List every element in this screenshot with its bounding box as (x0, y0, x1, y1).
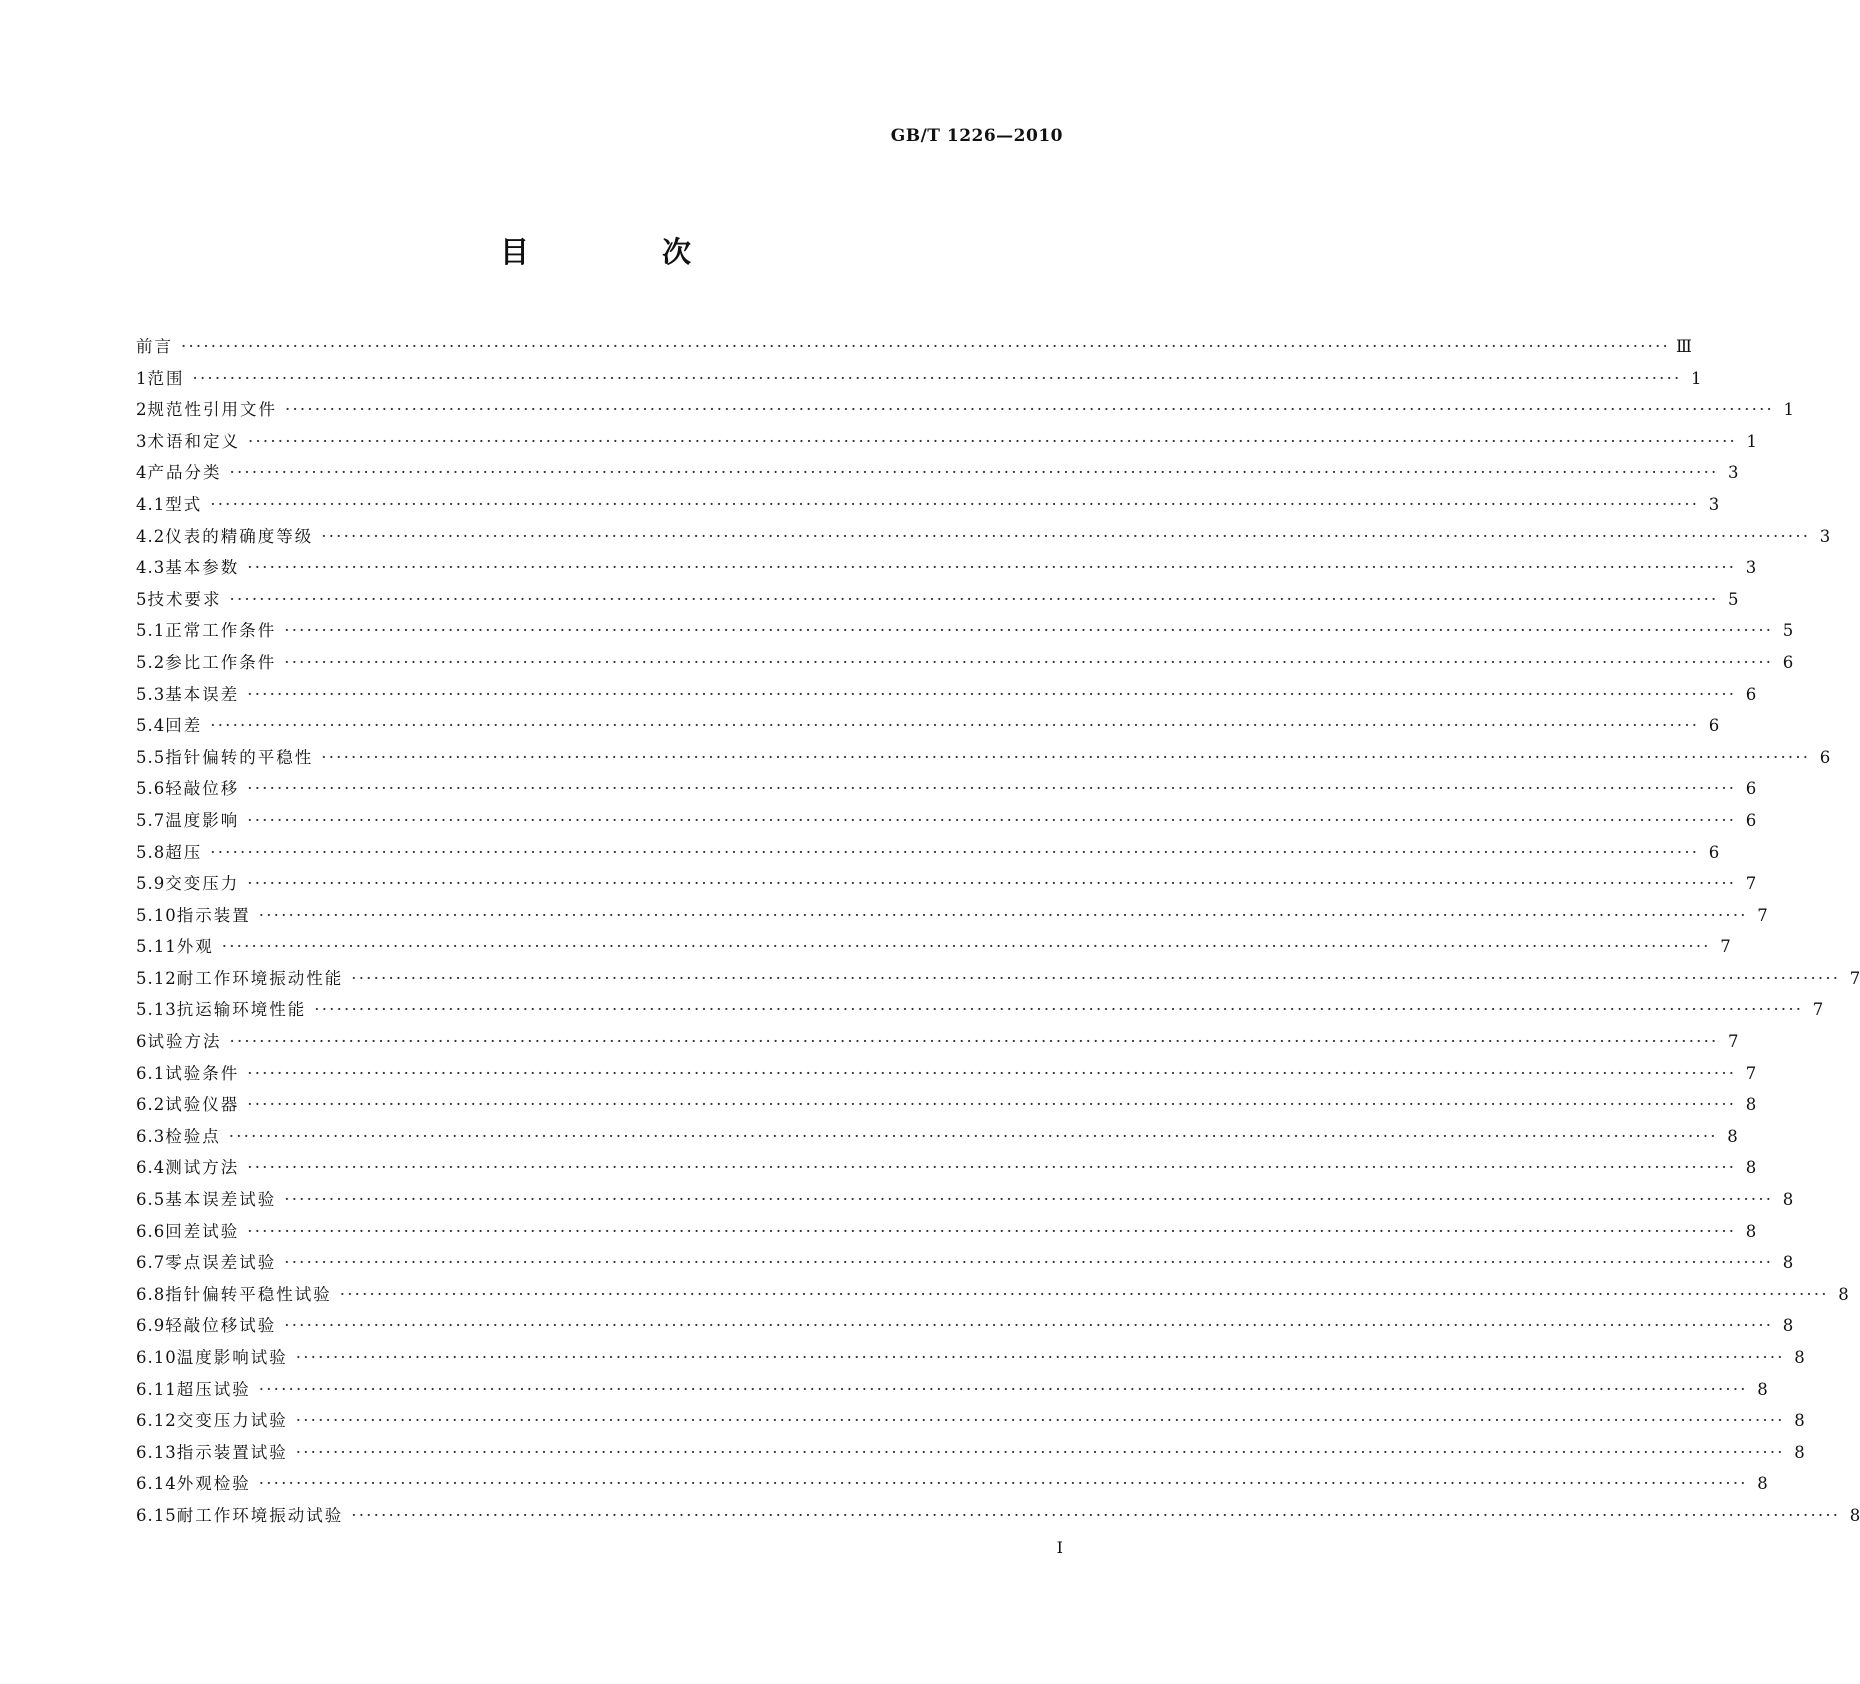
toc-entry[interactable] (136, 1186, 1794, 1218)
toc-entry[interactable] (136, 902, 1768, 934)
toc-entry-label: 交变压力 (165, 874, 240, 894)
toc-entry[interactable] (136, 1344, 1805, 1376)
toc-entry-number: 6.6 (136, 1221, 166, 1241)
toc-entry-label: 基本误差试验 (165, 1190, 277, 1210)
toc-entry-page: 8 (1745, 1221, 1757, 1241)
toc-entry[interactable] (136, 1060, 1757, 1092)
toc-entry[interactable] (136, 1028, 1739, 1060)
toc-entry[interactable] (136, 870, 1757, 902)
toc-entry-number: 6.15 (136, 1505, 177, 1525)
toc-entry[interactable] (136, 744, 1831, 776)
toc-dot-leader: ········································································································································································································ (247, 874, 1737, 894)
toc-entry-number: 5.11 (136, 937, 177, 957)
toc-entry-page: 8 (1782, 1316, 1794, 1336)
toc-entry[interactable] (136, 491, 1720, 523)
toc-dot-leader: ········································································································································································································ (284, 1316, 1774, 1336)
toc-entry[interactable] (136, 1312, 1794, 1344)
toc-entry-label: 外观检验 (176, 1474, 251, 1494)
toc-entry-page: 8 (1794, 1348, 1805, 1367)
toc-entry-label: 抗运输环境性能 (176, 1000, 307, 1020)
toc-entry-page: 8 (1757, 1379, 1768, 1399)
toc-entry-label: 试验仪器 (165, 1095, 240, 1115)
toc-dot-leader: ········································································································································································································ (258, 905, 1748, 925)
toc-dot-leader: ········································································································································································································ (247, 1158, 1737, 1178)
toc-entry-number: 5.5 (136, 747, 166, 767)
toc-entry-page: 6 (1819, 747, 1831, 767)
toc-entry[interactable] (136, 396, 1794, 428)
toc-dot-leader: ········································································································································································································ (284, 1253, 1774, 1273)
toc-entry-number: 4 (136, 463, 148, 483)
toc-entry-label: 温度影响试验 (176, 1348, 288, 1367)
toc-entry[interactable] (136, 523, 1831, 555)
toc-entry-number: 5.13 (136, 1000, 177, 1020)
toc-entry[interactable] (136, 712, 1720, 744)
toc-entry-label: 交变压力试验 (176, 1411, 288, 1431)
toc-entry-number: 6.5 (136, 1190, 166, 1210)
toc-entry-label: 基本参数 (165, 558, 240, 578)
toc-dot-leader: ········································································································································································································ (247, 1221, 1737, 1241)
toc-entry[interactable] (136, 1123, 1738, 1155)
toc-dot-leader: ········································································································································································································ (284, 621, 1774, 641)
toc-title: 目 次 (499, 235, 743, 269)
toc-entry-label: 轻敲位移试验 (165, 1316, 277, 1336)
toc-entry-number: 4.3 (136, 558, 166, 578)
toc-dot-leader: ········································································································································································································ (210, 842, 1700, 862)
toc-entry-page: 3 (1745, 558, 1757, 578)
toc-entry-label: 回差 (165, 716, 203, 736)
toc-entry[interactable] (136, 459, 1739, 491)
toc-entry-label: 技术要求 (147, 589, 222, 609)
toc-entry-page: 6 (1708, 716, 1720, 736)
toc-entry-page: 1 (1690, 368, 1702, 388)
toc-entry[interactable] (136, 1218, 1757, 1250)
toc-entry[interactable] (136, 775, 1757, 807)
toc-entry[interactable] (136, 681, 1757, 713)
toc-entry[interactable] (136, 965, 1860, 997)
toc-entry-number: 1 (136, 368, 148, 388)
toc-entry-label: 检验点 (165, 1126, 221, 1146)
toc-entry-page: 7 (1745, 874, 1757, 894)
toc-entry-label: 耐工作环境振动性能 (176, 968, 344, 988)
toc-entry-number: 6.4 (136, 1158, 166, 1178)
toc-entry-page: 7 (1849, 968, 1860, 988)
toc-dot-leader: ········································································································································································································ (351, 1505, 1841, 1525)
toc-entry-label: 指示装置试验 (176, 1442, 288, 1462)
toc-entry[interactable] (136, 428, 1757, 460)
toc-entry-number: 6.14 (136, 1474, 177, 1494)
toc-dot-leader: ········································································································································································································ (247, 684, 1737, 704)
toc-entry-page: 1 (1783, 400, 1794, 420)
toc-dot-leader: ········································································································································································································ (210, 494, 1700, 514)
toc-entry-number: 6.10 (136, 1348, 177, 1367)
toc-entry-number: 5.6 (136, 779, 166, 799)
toc-dot-leader: ········································································································································································································ (247, 1063, 1737, 1083)
toc-entry-number: 4.2 (136, 526, 166, 546)
toc-entry-page: 3 (1708, 494, 1720, 514)
toc-entry[interactable] (136, 1439, 1805, 1471)
toc-dot-leader: ········································································································································································································ (247, 779, 1737, 799)
toc-entry-number: 4.1 (136, 494, 166, 514)
toc-entry-page: 8 (1782, 1253, 1794, 1273)
toc-entry-label: 规范性引用文件 (147, 400, 277, 420)
toc-entry-label: 轻敲位移 (165, 779, 240, 799)
toc-entry[interactable] (136, 333, 1692, 365)
toc-entry-number: 2 (136, 400, 148, 420)
toc-entry-page: 8 (1745, 1158, 1757, 1178)
toc-entry[interactable] (136, 1154, 1757, 1186)
toc-entry-label: 外观 (176, 937, 214, 957)
toc-entry-label: 回差试验 (165, 1221, 240, 1241)
page-number: I (1056, 1538, 1063, 1557)
toc-dot-leader: ········································································································································································································ (339, 1284, 1829, 1304)
toc-entry-page: 6 (1708, 842, 1720, 862)
toc-dot-leader: ········································································································································································································ (210, 716, 1700, 736)
toc-entry-number: 5.3 (136, 684, 166, 704)
toc-entry-number: 6.11 (136, 1379, 177, 1399)
toc-dot-leader: ········································································································································································································ (351, 968, 1841, 988)
toc-entry-label: 测试方法 (165, 1158, 240, 1178)
toc-entry-label: 范围 (147, 368, 185, 388)
toc-entry-number: 6.1 (136, 1063, 166, 1083)
toc-entry-label: 产品分类 (147, 463, 222, 483)
toc-entry[interactable] (136, 649, 1794, 681)
toc-dot-leader: ········································································································································································································ (321, 526, 1811, 546)
toc-entry-number: 5.9 (136, 874, 166, 894)
toc-entry[interactable] (136, 1376, 1768, 1408)
toc-dot-leader: ········································································································································································································ (221, 937, 1711, 957)
toc-entry-page: 8 (1727, 1126, 1738, 1146)
table-of-contents (136, 333, 1860, 1534)
toc-dot-leader: ········································································································································································································ (284, 1190, 1774, 1210)
toc-entry[interactable] (136, 365, 1702, 397)
toc-entry-number: 6.13 (136, 1442, 177, 1462)
toc-entry-label: 参比工作条件 (165, 652, 277, 672)
toc-entry-page: 1 (1746, 431, 1757, 451)
toc-entry-label: 超压试验 (176, 1379, 251, 1399)
toc-entry-page: 7 (1720, 937, 1731, 957)
toc-entry-page: 3 (1819, 526, 1831, 546)
toc-entry[interactable] (136, 933, 1731, 965)
toc-entry-page: 6 (1782, 652, 1794, 672)
toc-dot-leader: ········································································································································································································ (181, 337, 1670, 356)
toc-entry-number: 5.1 (136, 621, 166, 641)
toc-dot-leader: ········································································································································································································ (321, 747, 1811, 767)
toc-entry-number: 5 (136, 589, 148, 609)
toc-entry-number: 5.7 (136, 810, 166, 830)
toc-entry-page: 8 (1745, 1095, 1757, 1115)
toc-entry-number: 5.10 (136, 905, 177, 925)
toc-entry-number: 6.12 (136, 1411, 177, 1431)
toc-entry-page: 6 (1745, 810, 1757, 830)
toc-entry-label: 基本误差 (165, 684, 240, 704)
toc-dot-leader: ········································································································································································································ (285, 400, 1774, 420)
toc-entry[interactable] (136, 807, 1757, 839)
toc-entry-page: 8 (1794, 1442, 1805, 1462)
toc-entry-number: 5.8 (136, 842, 166, 862)
toc-entry-number: 5.12 (136, 968, 177, 988)
toc-entry-page: 8 (1838, 1284, 1849, 1304)
toc-dot-leader: ········································································································································································································ (258, 1474, 1748, 1494)
toc-entry-number: 5.4 (136, 716, 166, 736)
toc-entry-page: 8 (1849, 1505, 1860, 1525)
toc-entry-page: 5 (1727, 589, 1739, 609)
toc-entry-page: 7 (1727, 1032, 1739, 1052)
toc-entry[interactable] (136, 1470, 1768, 1502)
toc-dot-leader: ········································································································································································································ (248, 431, 1737, 451)
toc-entry-page: 8 (1757, 1474, 1768, 1494)
toc-entry-number: 5.2 (136, 652, 166, 672)
toc-entry-page: 8 (1782, 1190, 1794, 1210)
toc-entry-label: 耐工作环境振动试验 (176, 1505, 344, 1525)
toc-entry-page: 6 (1745, 779, 1757, 799)
toc-entry-number: 6.9 (136, 1316, 166, 1336)
toc-dot-leader: ········································································································································································································ (192, 368, 1682, 388)
toc-dot-leader: ········································································································································································································ (229, 589, 1719, 609)
toc-entry-label: 超压 (165, 842, 203, 862)
toc-entry-label: 前言 (136, 337, 173, 356)
toc-dot-leader: ········································································································································································································ (247, 1095, 1737, 1115)
toc-entry-number: 6.7 (136, 1253, 166, 1273)
toc-entry-number: 6.2 (136, 1095, 166, 1115)
toc-entry[interactable] (136, 1407, 1805, 1439)
toc-dot-leader: ········································································································································································································ (247, 558, 1737, 578)
toc-entry-number: 6.8 (136, 1284, 166, 1304)
toc-entry-label: 正常工作条件 (165, 621, 277, 641)
toc-dot-leader: ········································································································································································································ (284, 652, 1774, 672)
toc-entry-label: 试验条件 (165, 1063, 240, 1083)
toc-entry-page: 7 (1812, 1000, 1824, 1020)
toc-entry-label: 型式 (165, 494, 203, 514)
toc-entry[interactable] (136, 1091, 1757, 1123)
toc-entry-page: Ⅲ (1675, 337, 1692, 356)
toc-entry-number: 6.3 (136, 1126, 166, 1146)
toc-entry-page: 7 (1757, 905, 1768, 925)
standard-code: GB/T 1226—2010 (890, 126, 1063, 146)
toc-dot-leader: ········································································································································································································ (295, 1442, 1785, 1462)
toc-entry-label: 试验方法 (147, 1032, 222, 1052)
toc-dot-leader: ········································································································································································································ (295, 1348, 1785, 1367)
toc-entry-label: 温度影响 (165, 810, 240, 830)
toc-entry[interactable] (136, 554, 1757, 586)
toc-entry-label: 仪表的精确度等级 (165, 526, 314, 546)
toc-entry-label: 指示装置 (176, 905, 251, 925)
toc-dot-leader: ········································································································································································································ (229, 463, 1719, 483)
toc-dot-leader: ········································································································································································································ (247, 810, 1737, 830)
toc-dot-leader: ········································································································································································································ (229, 1032, 1719, 1052)
toc-entry[interactable] (136, 1249, 1794, 1281)
toc-entry-page: 5 (1782, 621, 1794, 641)
toc-entry-page: 8 (1794, 1411, 1805, 1431)
toc-dot-leader: ········································································································································································································ (258, 1379, 1748, 1399)
toc-entry-label: 指针偏转的平稳性 (165, 747, 314, 767)
toc-entry-page: 3 (1727, 463, 1739, 483)
toc-dot-leader: ········································································································································································································ (295, 1411, 1785, 1431)
toc-entry[interactable] (136, 1281, 1849, 1313)
toc-dot-leader: ········································································································································································································ (228, 1126, 1718, 1146)
toc-dot-leader: ········································································································································································································ (314, 1000, 1804, 1020)
toc-entry-page: 7 (1745, 1063, 1757, 1083)
toc-entry-label: 零点误差试验 (165, 1253, 277, 1273)
toc-entry[interactable] (136, 586, 1739, 618)
toc-entry[interactable] (136, 839, 1720, 871)
toc-entry-number: 6 (136, 1032, 148, 1052)
toc-entry[interactable] (136, 1502, 1860, 1534)
toc-entry[interactable] (136, 617, 1794, 649)
toc-entry-number: 3 (136, 431, 148, 451)
toc-entry[interactable] (136, 996, 1824, 1028)
toc-entry-label: 指针偏转平稳性试验 (165, 1284, 332, 1304)
toc-entry-page: 6 (1745, 684, 1757, 704)
toc-entry-label: 术语和定义 (147, 431, 240, 451)
